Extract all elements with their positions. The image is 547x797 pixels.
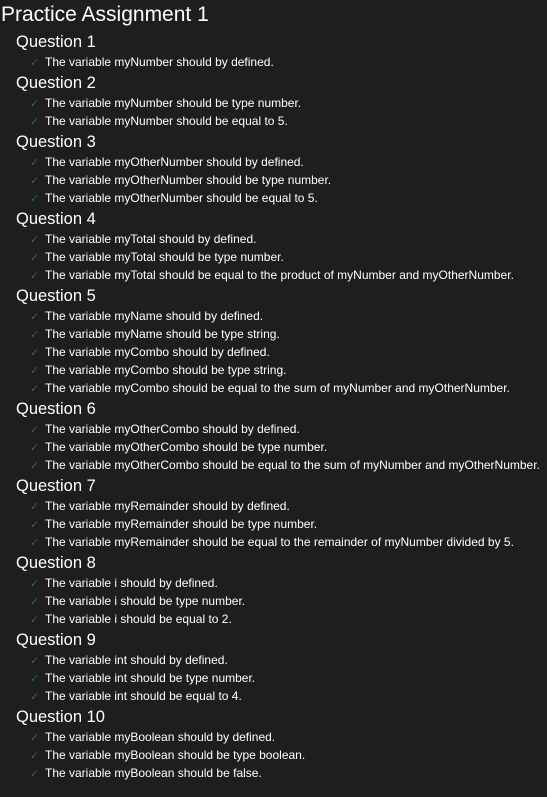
checkmark-icon: ✓	[30, 97, 40, 110]
checkmark-icon: ✓	[30, 500, 40, 513]
checkmark-icon: ✓	[30, 536, 40, 549]
checkmark-icon: ✓	[30, 328, 40, 341]
test-description: The variable myBoolean should be type boolean.	[45, 748, 306, 762]
test-result-row	[30, 53, 274, 71]
checkmark-icon: ✓	[30, 251, 40, 264]
checkmark-icon: ✓	[30, 310, 40, 323]
test-result-row	[30, 764, 262, 782]
test-result-row	[30, 266, 514, 284]
test-result-row	[30, 248, 284, 266]
checkmark-icon: ✓	[30, 382, 40, 395]
test-description: The variable myRemainder should be type number.	[45, 517, 318, 531]
test-description: The variable int should be type number.	[45, 671, 256, 685]
test-result-row	[30, 746, 305, 764]
test-description: The variable int should by defined.	[45, 653, 228, 667]
test-description: The variable myTotal should by defined.	[45, 232, 257, 246]
test-result-row	[30, 112, 288, 130]
question-title: Question 9	[16, 631, 96, 649]
checkmark-icon: ✓	[30, 364, 40, 377]
test-result-row	[30, 533, 514, 551]
checkmark-icon: ✓	[30, 269, 40, 282]
test-result-row	[30, 515, 317, 533]
test-description: The variable myNumber should be type number.	[45, 96, 302, 110]
test-result-row	[30, 307, 263, 325]
test-result-row	[30, 343, 270, 361]
test-result-row	[30, 497, 290, 515]
checkmark-icon: ✓	[30, 731, 40, 744]
checkmark-icon: ✓	[30, 518, 40, 531]
checkmark-icon: ✓	[30, 233, 40, 246]
question-title: Question 8	[16, 554, 96, 572]
test-description: The variable myOtherCombo should be type number.	[45, 440, 328, 454]
test-result-row	[30, 687, 242, 705]
test-result-row	[30, 189, 318, 207]
test-description: The variable myNumber should by defined.	[45, 55, 274, 69]
test-result-row	[30, 94, 301, 112]
test-description: The variable myTotal should be type number.	[45, 250, 284, 264]
checkmark-icon: ✓	[30, 595, 40, 608]
test-result-row	[30, 610, 232, 628]
test-description: The variable i should by defined.	[45, 576, 218, 590]
test-result-row	[30, 361, 286, 379]
test-description: The variable myCombo should be equal to the sum of myNumber and myOtherNumber.	[45, 381, 510, 395]
test-description: The variable myCombo should be type string.	[45, 363, 287, 377]
test-description: The variable i should be equal to 2.	[45, 612, 232, 626]
question-title: Question 6	[16, 400, 96, 418]
test-description: The variable myOtherNumber should be type number.	[45, 173, 332, 187]
test-result-row	[30, 728, 275, 746]
test-description: The variable myOtherNumber should by defined.	[45, 155, 304, 169]
question-title: Question 2	[16, 74, 96, 92]
test-description: The variable int should be equal to 4.	[45, 689, 242, 703]
question-title: Question 5	[16, 287, 96, 305]
checkmark-icon: ✓	[30, 174, 40, 187]
test-description: The variable myOtherCombo should by defined.	[45, 422, 300, 436]
checkmark-icon: ✓	[30, 767, 40, 780]
test-result-row	[30, 230, 256, 248]
checkmark-icon: ✓	[30, 441, 40, 454]
suite-title: Practice Assignment 1	[1, 3, 209, 26]
test-result-row	[30, 651, 228, 669]
test-description: The variable myRemainder should be equal to the remainder of myNumber divided by 5.	[45, 535, 514, 549]
question-title: Question 3	[16, 133, 96, 151]
checkmark-icon: ✓	[30, 56, 40, 69]
test-description: The variable myRemainder should by defined.	[45, 499, 290, 513]
test-result-row	[30, 153, 304, 171]
test-result-row	[30, 325, 280, 343]
checkmark-icon: ✓	[30, 654, 40, 667]
checkmark-icon: ✓	[30, 115, 40, 128]
test-result-row	[30, 574, 218, 592]
test-result-row	[30, 438, 327, 456]
checkmark-icon: ✓	[30, 672, 40, 685]
question-title: Question 7	[16, 477, 96, 495]
question-title: Question 10	[16, 708, 105, 726]
question-title: Question 4	[16, 210, 96, 228]
checkmark-icon: ✓	[30, 577, 40, 590]
test-result-row	[30, 669, 255, 687]
test-result-row	[30, 592, 245, 610]
checkmark-icon: ✓	[30, 423, 40, 436]
test-description: The variable myTotal should be equal to the product of myNumber and myOtherNumber.	[45, 268, 514, 282]
test-description: The variable myOtherNumber should be equal to 5.	[45, 191, 318, 205]
checkmark-icon: ✓	[30, 749, 40, 762]
test-description: The variable myCombo should by defined.	[45, 345, 270, 359]
test-description: The variable myOtherCombo should be equal to the sum of myNumber and myOtherNumber.	[45, 458, 540, 472]
test-result-row	[30, 420, 300, 438]
test-description: The variable myName should by defined.	[45, 309, 264, 323]
checkmark-icon: ✓	[30, 613, 40, 626]
test-description: The variable myName should be type string.	[45, 327, 280, 341]
checkmark-icon: ✓	[30, 192, 40, 205]
test-description: The variable myBoolean should by defined.	[45, 730, 276, 744]
test-result-row	[30, 171, 331, 189]
test-result-row	[30, 456, 540, 474]
test-result-row	[30, 379, 510, 397]
question-title: Question 1	[16, 33, 96, 51]
test-description: The variable myBoolean should be false.	[45, 766, 262, 780]
checkmark-icon: ✓	[30, 346, 40, 359]
checkmark-icon: ✓	[30, 156, 40, 169]
checkmark-icon: ✓	[30, 459, 40, 472]
test-description: The variable i should be type number.	[45, 594, 246, 608]
checkmark-icon: ✓	[30, 690, 40, 703]
test-description: The variable myNumber should be equal to 5.	[45, 114, 288, 128]
